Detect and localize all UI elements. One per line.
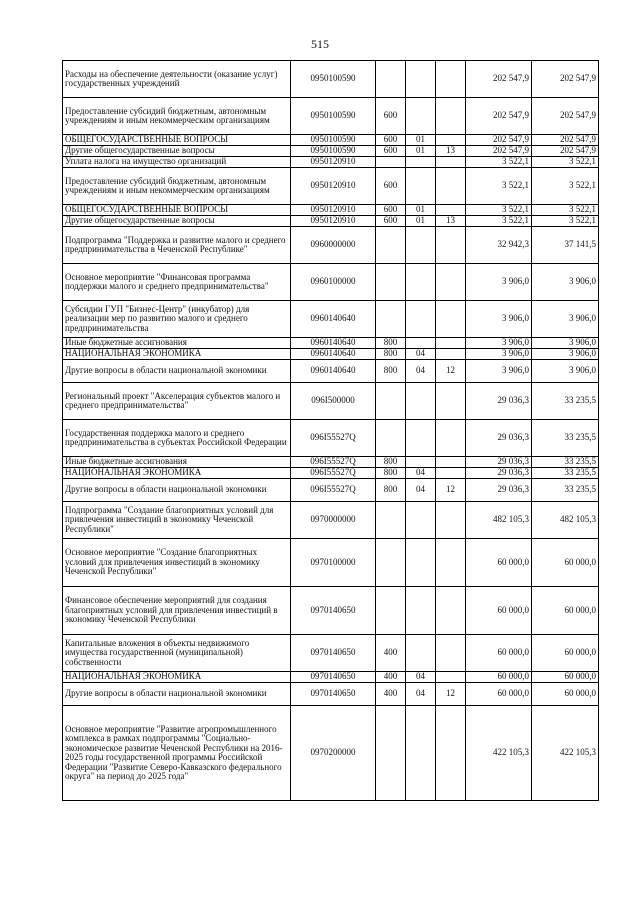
row-subsection <box>436 349 466 360</box>
row-section: 01 <box>406 135 436 146</box>
row-code: 0960100000 <box>291 264 376 301</box>
row-section <box>406 98 436 135</box>
row-expense-type <box>376 539 406 587</box>
table-row <box>63 683 599 706</box>
row-amount-1: 60 000,0 <box>466 539 532 587</box>
row-expense-type: 800 <box>376 479 406 502</box>
row-amount-2: 60 000,0 <box>532 635 599 672</box>
row-amount-1: 29 036,3 <box>466 420 532 457</box>
row-amount-1: 202 547,9 <box>466 98 532 135</box>
row-section: 04 <box>406 479 436 502</box>
row-subsection <box>436 502 466 539</box>
row-amount-2: 3 522,1 <box>532 157 599 168</box>
row-amount-1: 3 522,1 <box>466 216 532 227</box>
row-name: Иные бюджетные ассигнования <box>63 338 291 349</box>
row-subsection: 12 <box>436 479 466 502</box>
row-name: Капитальные вложения в объекты недвижимого имущества государственной (муниципальной) собственности <box>63 635 291 672</box>
row-expense-type: 800 <box>376 338 406 349</box>
table-row <box>63 539 599 587</box>
row-amount-1: 3 906,0 <box>466 360 532 383</box>
row-expense-type: 600 <box>376 216 406 227</box>
row-amount-1: 3 906,0 <box>466 349 532 360</box>
row-code: 0950120910 <box>291 168 376 205</box>
page-number: 515 <box>311 37 329 51</box>
row-name: Другие вопросы в области национальной экономики <box>63 683 291 706</box>
table-row <box>63 264 599 301</box>
row-amount-2: 202 547,9 <box>532 98 599 135</box>
row-name: Подпрограмма "Поддержка и развитие малого и среднего предпринимательства в Чеченской Республике" <box>63 227 291 264</box>
row-expense-type <box>376 157 406 168</box>
row-subsection <box>436 338 466 349</box>
row-amount-1: 202 547,9 <box>466 146 532 157</box>
row-expense-type: 400 <box>376 683 406 706</box>
row-code: 0950120910 <box>291 216 376 227</box>
row-section: 04 <box>406 683 436 706</box>
table-row <box>63 146 599 157</box>
row-section: 04 <box>406 672 436 683</box>
row-amount-1: 60 000,0 <box>466 683 532 706</box>
row-section <box>406 168 436 205</box>
table-row <box>63 672 599 683</box>
row-amount-1: 482 105,3 <box>466 502 532 539</box>
row-code: 096I55527Q <box>291 479 376 502</box>
row-name: Основное мероприятие "Развитие агропромышленного комплекса в рамках подпрограммы "Социально-экономическое развитие Чеченской Республики на 2016-2025 годы государственной программы Российской Федерации "Развитие Северо-Кавказского федерального округа" на период до 2025 года" <box>63 706 291 801</box>
row-subsection <box>436 205 466 216</box>
row-subsection <box>436 420 466 457</box>
table-row <box>63 468 599 479</box>
row-amount-1: 422 105,3 <box>466 706 532 801</box>
row-name: Финансовое обеспечение мероприятий для создания благоприятных условий для привлечения инвестиций в экономику Чеченской Республики <box>63 587 291 635</box>
row-expense-type: 800 <box>376 468 406 479</box>
row-expense-type <box>376 61 406 98</box>
row-section <box>406 383 436 420</box>
row-expense-type <box>376 502 406 539</box>
row-amount-1: 3 522,1 <box>466 157 532 168</box>
row-name: Уплата налога на имущество организаций <box>63 157 291 168</box>
table-row <box>63 635 599 672</box>
row-amount-2: 33 235,5 <box>532 457 599 468</box>
row-section <box>406 227 436 264</box>
row-amount-2: 33 235,5 <box>532 468 599 479</box>
row-expense-type: 800 <box>376 349 406 360</box>
row-expense-type: 600 <box>376 205 406 216</box>
row-amount-1: 60 000,0 <box>466 587 532 635</box>
row-code: 096I55527Q <box>291 457 376 468</box>
table-row <box>63 349 599 360</box>
row-name: Другие общегосударственные вопросы <box>63 216 291 227</box>
row-amount-1: 60 000,0 <box>466 635 532 672</box>
row-amount-2: 202 547,9 <box>532 146 599 157</box>
row-subsection <box>436 383 466 420</box>
row-name: Государственная поддержка малого и среднего предпринимательства в субъектах Российской Федерации <box>63 420 291 457</box>
row-subsection <box>436 672 466 683</box>
row-amount-2: 33 235,5 <box>532 420 599 457</box>
row-section: 01 <box>406 146 436 157</box>
row-name: Другие вопросы в области национальной экономики <box>63 360 291 383</box>
row-code: 0970140650 <box>291 672 376 683</box>
row-code: 0960140640 <box>291 360 376 383</box>
row-subsection <box>436 457 466 468</box>
row-amount-1: 3 906,0 <box>466 338 532 349</box>
row-subsection: 13 <box>436 146 466 157</box>
row-expense-type: 600 <box>376 135 406 146</box>
row-code: 0970200000 <box>291 706 376 801</box>
row-section <box>406 539 436 587</box>
row-amount-2: 60 000,0 <box>532 683 599 706</box>
table-row <box>63 587 599 635</box>
row-code: 0970000000 <box>291 502 376 539</box>
row-amount-2: 3 522,1 <box>532 205 599 216</box>
table-row <box>63 457 599 468</box>
row-subsection <box>436 98 466 135</box>
row-section <box>406 338 436 349</box>
row-code: 096I500000 <box>291 383 376 420</box>
row-name: Иные бюджетные ассигнования <box>63 457 291 468</box>
row-name: НАЦИОНАЛЬНАЯ ЭКОНОМИКА <box>63 468 291 479</box>
row-code: 0970140650 <box>291 587 376 635</box>
row-expense-type: 400 <box>376 672 406 683</box>
row-name: Основное мероприятие "Финансовая программа поддержки малого и среднего предпринимательства" <box>63 264 291 301</box>
row-amount-1: 29 036,3 <box>466 383 532 420</box>
table-row <box>63 360 599 383</box>
row-section <box>406 502 436 539</box>
row-section <box>406 457 436 468</box>
row-amount-1: 3 522,1 <box>466 168 532 205</box>
row-amount-2: 37 141,5 <box>532 227 599 264</box>
row-section <box>406 635 436 672</box>
table-row <box>63 168 599 205</box>
row-name: НАЦИОНАЛЬНАЯ ЭКОНОМИКА <box>63 672 291 683</box>
row-code: 0950120910 <box>291 157 376 168</box>
row-section: 04 <box>406 468 436 479</box>
row-expense-type: 400 <box>376 635 406 672</box>
row-section <box>406 157 436 168</box>
table-row <box>63 135 599 146</box>
row-expense-type: 600 <box>376 98 406 135</box>
row-section <box>406 420 436 457</box>
row-expense-type: 600 <box>376 146 406 157</box>
row-section: 01 <box>406 216 436 227</box>
table-row <box>63 205 599 216</box>
row-amount-2: 60 000,0 <box>532 587 599 635</box>
row-name: Предоставление субсидий бюджетным, автономным учреждениям и иным некоммерческим организациям <box>63 98 291 135</box>
row-section: 01 <box>406 205 436 216</box>
row-subsection <box>436 635 466 672</box>
row-name: Другие вопросы в области национальной экономики <box>63 479 291 502</box>
row-amount-1: 29 036,3 <box>466 479 532 502</box>
row-amount-2: 202 547,9 <box>532 135 599 146</box>
row-subsection <box>436 61 466 98</box>
row-section <box>406 587 436 635</box>
row-subsection <box>436 227 466 264</box>
row-expense-type <box>376 587 406 635</box>
row-name: Расходы на обеспечение деятельности (оказание услуг) государственных учреждений <box>63 61 291 98</box>
row-name: Подпрограмма "Создание благоприятных условий для привлечения инвестиций в экономику Чеченской Республики" <box>63 502 291 539</box>
row-code: 096I55527Q <box>291 468 376 479</box>
row-amount-1: 202 547,9 <box>466 135 532 146</box>
table-row <box>63 420 599 457</box>
row-expense-type <box>376 420 406 457</box>
row-amount-1: 60 000,0 <box>466 672 532 683</box>
row-code: 0950100590 <box>291 135 376 146</box>
row-name: ОБЩЕГОСУДАРСТВЕННЫЕ ВОПРОСЫ <box>63 135 291 146</box>
row-subsection <box>436 264 466 301</box>
row-code: 0970140650 <box>291 683 376 706</box>
row-code: 0970140650 <box>291 635 376 672</box>
row-amount-1: 32 942,3 <box>466 227 532 264</box>
row-amount-2: 3 906,0 <box>532 338 599 349</box>
row-section <box>406 264 436 301</box>
row-subsection: 12 <box>436 683 466 706</box>
row-name: НАЦИОНАЛЬНАЯ ЭКОНОМИКА <box>63 349 291 360</box>
row-code: 0950100590 <box>291 98 376 135</box>
row-subsection <box>436 587 466 635</box>
row-amount-2: 33 235,5 <box>532 479 599 502</box>
row-name: Предоставление субсидий бюджетным, автономным учреждениям и иным некоммерческим организациям <box>63 168 291 205</box>
row-amount-1: 3 906,0 <box>466 301 532 338</box>
row-code: 0970100000 <box>291 539 376 587</box>
row-code: 0960140640 <box>291 301 376 338</box>
row-code: 0950100590 <box>291 61 376 98</box>
row-code: 0960000000 <box>291 227 376 264</box>
row-expense-type: 800 <box>376 360 406 383</box>
row-amount-2: 3 522,1 <box>532 168 599 205</box>
row-amount-2: 3 906,0 <box>532 349 599 360</box>
row-amount-2: 3 906,0 <box>532 301 599 338</box>
table-row <box>63 61 599 98</box>
table-row <box>63 706 599 801</box>
row-section: 04 <box>406 360 436 383</box>
row-subsection <box>436 168 466 205</box>
row-section <box>406 301 436 338</box>
row-code: 0950100590 <box>291 146 376 157</box>
row-code: 0960140640 <box>291 349 376 360</box>
row-subsection <box>436 539 466 587</box>
table-row <box>63 216 599 227</box>
table-row <box>63 338 599 349</box>
table-row <box>63 157 599 168</box>
row-amount-2: 482 105,3 <box>532 502 599 539</box>
table-row <box>63 502 599 539</box>
row-subsection <box>436 157 466 168</box>
table-row <box>63 227 599 264</box>
budget-table-body <box>63 61 599 801</box>
row-expense-type <box>376 264 406 301</box>
row-expense-type <box>376 383 406 420</box>
row-subsection <box>436 706 466 801</box>
row-name: Региональный проект "Акселерация субъектов малого и среднего предпринимательства" <box>63 383 291 420</box>
row-subsection <box>436 135 466 146</box>
row-subsection: 13 <box>436 216 466 227</box>
row-amount-1: 29 036,3 <box>466 457 532 468</box>
row-expense-type <box>376 227 406 264</box>
row-code: 096I55527Q <box>291 420 376 457</box>
table-row <box>63 479 599 502</box>
row-amount-2: 422 105,3 <box>532 706 599 801</box>
row-code: 0950120910 <box>291 205 376 216</box>
budget-table <box>62 60 599 801</box>
row-name: ОБЩЕГОСУДАРСТВЕННЫЕ ВОПРОСЫ <box>63 205 291 216</box>
row-amount-2: 3 906,0 <box>532 264 599 301</box>
row-section <box>406 61 436 98</box>
row-amount-1: 3 906,0 <box>466 264 532 301</box>
row-amount-2: 3 906,0 <box>532 360 599 383</box>
row-code: 0960140640 <box>291 338 376 349</box>
row-amount-1: 29 036,3 <box>466 468 532 479</box>
row-amount-2: 60 000,0 <box>532 539 599 587</box>
row-expense-type: 800 <box>376 457 406 468</box>
row-expense-type <box>376 301 406 338</box>
row-subsection: 12 <box>436 360 466 383</box>
row-name: Другие общегосударственные вопросы <box>63 146 291 157</box>
row-subsection <box>436 301 466 338</box>
table-row <box>63 98 599 135</box>
table-row <box>63 301 599 338</box>
row-amount-2: 202 547,9 <box>532 61 599 98</box>
row-name: Субсидии ГУП "Бизнес-Центр" (инкубатор) для реализации мер по развитию малого и среднего предпринимательства <box>63 301 291 338</box>
row-amount-1: 3 522,1 <box>466 205 532 216</box>
row-expense-type: 600 <box>376 168 406 205</box>
table-row <box>63 383 599 420</box>
row-section: 04 <box>406 349 436 360</box>
row-amount-2: 33 235,5 <box>532 383 599 420</box>
row-amount-2: 60 000,0 <box>532 672 599 683</box>
row-amount-2: 3 522,1 <box>532 216 599 227</box>
row-subsection <box>436 468 466 479</box>
row-amount-1: 202 547,9 <box>466 61 532 98</box>
row-expense-type <box>376 706 406 801</box>
row-name: Основное мероприятие "Создание благоприятных условий для привлечения инвестиций в экономику Чеченской Республики" <box>63 539 291 587</box>
row-section <box>406 706 436 801</box>
